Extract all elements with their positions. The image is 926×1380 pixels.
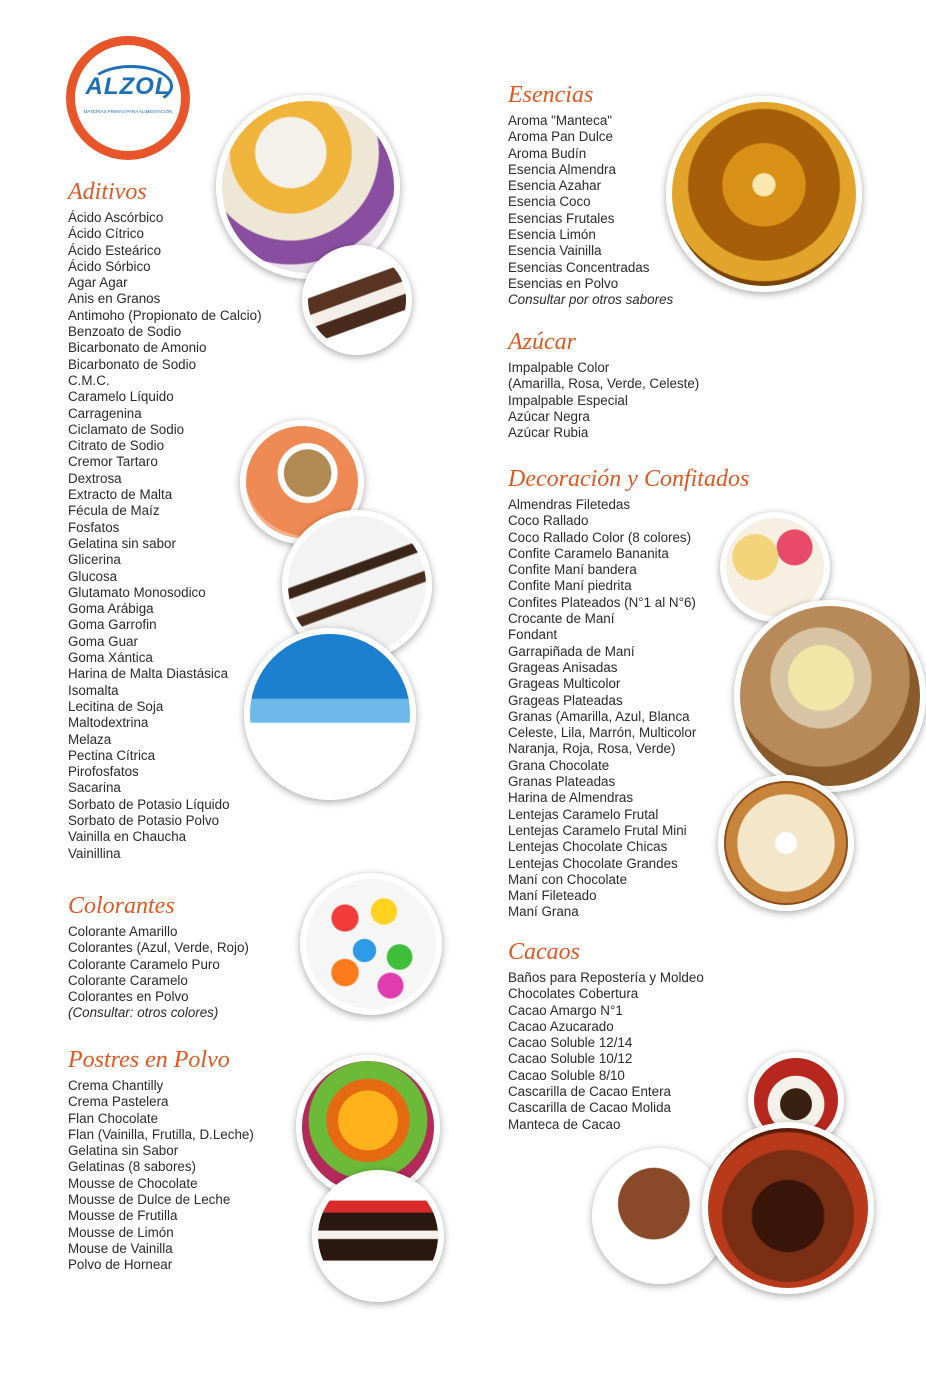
list-item: Manteca de Cacao — [508, 1116, 621, 1132]
list-item: Fosfatos — [68, 519, 120, 535]
list-item: Pirofosfatos — [68, 764, 139, 780]
list-item: Confite Maní piedrita — [508, 578, 632, 594]
list-item: Grageas Anisadas — [508, 659, 618, 675]
photo-cake-slice-sprinkles — [302, 245, 412, 355]
list-item: Granas (Amarilla, Azul, Blanca — [508, 708, 690, 724]
section-title-azucar: Azúcar — [508, 329, 576, 355]
list-item: Harina de Almendras — [508, 790, 634, 806]
section-title-postres: Postres en Polvo — [68, 1047, 230, 1073]
list-item: Aroma "Manteca" — [508, 113, 613, 128]
list-item: Chocolates Cobertura — [508, 986, 639, 1002]
list-item: Crocante de Maní — [508, 611, 615, 627]
list-item: Confite Caramelo Bananita — [508, 545, 669, 561]
list-item: Melaza — [68, 731, 112, 747]
list-item: Gelatinas (8 sabores) — [68, 1159, 197, 1175]
list-item: C.M.C. — [68, 372, 110, 388]
list-item: Bicarbonato de Sodio — [68, 356, 197, 372]
list-item: Sorbato de Potasio Polvo — [68, 812, 220, 828]
list-item: Glicerina — [68, 552, 121, 568]
list-item: Confites Plateados (N°1 al N°6) — [508, 594, 696, 610]
photo-alfajores-coconut — [734, 600, 926, 792]
list-item: Caramelo Líquido — [68, 389, 174, 405]
list-item: Lentejas Caramelo Frutal — [508, 806, 659, 822]
list-item: Carragenina — [68, 405, 142, 421]
list-item: Maní Fileteado — [508, 888, 597, 904]
list-item: Cacao Soluble 8/10 — [508, 1067, 625, 1083]
photo-chocolate-strawberry-cake — [312, 1170, 444, 1302]
list-item: Esencias en Polvo — [508, 275, 619, 291]
list-item: Lentejas Chocolate Grandes — [508, 855, 678, 871]
list-item: Impalpable Especial — [508, 392, 628, 408]
list-item: Sacarina — [68, 780, 121, 796]
list-item: Grageas Plateadas — [508, 692, 623, 708]
list-item: Granas Plateadas — [508, 774, 616, 790]
list-item: Crema Pastelera — [68, 1094, 169, 1110]
list-item: Confite Maní bandera — [508, 562, 637, 578]
list-item: Grana Chocolate — [508, 757, 610, 773]
list-item: Esencia Vainilla — [508, 243, 602, 259]
list-item: Citrato de Sodio — [68, 438, 165, 454]
list-item: Coco Rallado Color (8 colores) — [508, 529, 692, 545]
colorantes-note: (Consultar: otros colores) — [68, 1005, 219, 1021]
list-item: Lentejas Caramelo Frutal Mini — [508, 822, 687, 838]
list-item: Bicarbonato de Amonio — [68, 340, 207, 356]
list-item: Cremor Tartaro — [68, 454, 158, 470]
list-item: Azúcar Rubia — [508, 425, 589, 441]
list-esencias — [508, 113, 673, 292]
list-item: Ácido Esteárico — [68, 242, 162, 258]
esencias-note: Consultar por otros sabores — [508, 292, 674, 308]
section-aditivos — [68, 178, 262, 862]
section-postres — [68, 1046, 254, 1274]
list-decoracion — [508, 497, 749, 921]
list-item: Ácido Sórbico — [68, 258, 151, 274]
list-item: Fécula de Maíz — [68, 503, 160, 519]
list-item: Azúcar Negra — [508, 408, 590, 424]
alzol-logo — [66, 36, 190, 160]
list-item: (Amarilla, Rosa, Verde, Celeste) — [508, 376, 700, 392]
list-item: Colorantes en Polvo — [68, 989, 189, 1005]
list-item: Almendras Filetedas — [508, 497, 631, 512]
list-item: Esencia Limón — [508, 227, 596, 243]
section-title-decoracion: Decoración y Confitados — [508, 466, 750, 492]
section-title-colorantes: Colorantes — [68, 893, 175, 919]
list-item: Cacao Azucarado — [508, 1018, 614, 1034]
section-title-cacaos: Cacaos — [508, 939, 580, 965]
section-title-aditivos: Aditivos — [68, 179, 147, 205]
list-item: Colorante Caramelo — [68, 972, 188, 988]
list-item: Gelatina sin sabor — [68, 535, 176, 551]
list-item: Esencia Azahar — [508, 178, 602, 194]
list-item: Cascarilla de Cacao Molida — [508, 1100, 671, 1116]
list-item: Grageas Multicolor — [508, 676, 621, 692]
list-item: Goma Arábiga — [68, 601, 154, 617]
list-item: Impalpable Color — [508, 360, 610, 375]
list-item: Pectina Cítrica — [68, 747, 156, 763]
list-item: Goma Xántica — [68, 650, 153, 666]
list-item: Cacao Soluble 10/12 — [508, 1051, 633, 1067]
list-item: Garrapiñada de Maní — [508, 643, 635, 659]
list-item: Glutamato Monosodico — [68, 584, 206, 600]
list-item: Ácido Ascórbico — [68, 210, 164, 225]
list-aditivos — [68, 210, 262, 862]
list-item: Flan (Vainilla, Frutilla, D.Leche) — [68, 1126, 254, 1142]
list-item: Vainillina — [68, 845, 121, 861]
list-item: Flan Chocolate — [68, 1110, 159, 1126]
list-item: Ciclamato de Sodio — [68, 421, 185, 437]
list-esencias-note — [508, 292, 673, 308]
list-item: Cascarilla de Cacao Entera — [508, 1084, 672, 1100]
photo-cacao-pods-chocolate — [702, 1122, 874, 1294]
list-item: Benzoato de Sodio — [68, 324, 182, 340]
list-item: Coco Rallado — [508, 513, 589, 529]
list-item: Anis en Granos — [68, 291, 161, 307]
list-item: Colorante Amarillo — [68, 924, 178, 939]
list-colorantes-note — [68, 1005, 249, 1021]
list-item: Esencias Concentradas — [508, 259, 650, 275]
list-item: Naranja, Roja, Rosa, Verde) — [508, 741, 676, 757]
list-item: Harina de Malta Diastásica — [68, 666, 229, 682]
list-item: Mousse de Frutilla — [68, 1208, 178, 1224]
section-colorantes — [68, 892, 249, 1022]
list-item: Celeste, Lila, Marrón, Multicolor — [508, 725, 697, 741]
list-item: Colorante Caramelo Puro — [68, 956, 220, 972]
list-item: Colorantes (Azul, Verde, Rojo) — [68, 940, 249, 956]
list-item: Vainilla en Chaucha — [68, 829, 187, 845]
logo-inner — [75, 45, 181, 151]
list-item: Mousse de Dulce de Leche — [68, 1192, 231, 1208]
list-item: Aroma Budín — [508, 145, 587, 161]
list-item: Fondant — [508, 627, 558, 643]
list-cacaos — [508, 970, 704, 1133]
list-item: Antimoho (Propionato de Calcio) — [68, 307, 262, 323]
logo-name: ALZOL — [85, 73, 171, 100]
list-item: Gelatina sin Sabor — [68, 1143, 179, 1159]
list-item: Sorbato de Potasio Líquido — [68, 796, 230, 812]
list-item: Ácido Cítrico — [68, 226, 144, 242]
list-item: Baños para Repostería y Moldeo — [508, 970, 704, 985]
list-item: Mouse de Vainilla — [68, 1240, 173, 1256]
list-item: Esencia Coco — [508, 194, 591, 210]
list-item: Lentejas Chocolate Chicas — [508, 839, 668, 855]
list-item: Cacao Soluble 12/14 — [508, 1035, 633, 1051]
list-colorantes — [68, 924, 249, 1005]
photo-sprinkle-donut — [718, 775, 854, 911]
list-item: Mousse de Chocolate — [68, 1175, 198, 1191]
section-cacaos — [508, 938, 704, 1133]
list-item: Lecitina de Soja — [68, 698, 164, 714]
list-postres — [68, 1078, 254, 1274]
photo-gumballs — [300, 873, 442, 1015]
section-decoracion — [508, 465, 749, 921]
photo-sugar-pile — [244, 628, 416, 800]
section-azucar — [508, 328, 699, 441]
list-item: Esencias Frutales — [508, 210, 615, 226]
list-item: Maní Grana — [508, 904, 579, 920]
list-item: Agar Agar — [68, 275, 128, 291]
list-item: Aroma Pan Dulce — [508, 129, 613, 145]
section-title-esencias: Esencias — [508, 82, 594, 108]
list-item: Dextrosa — [68, 470, 122, 486]
list-item: Maltodextrina — [68, 715, 149, 731]
list-item: Goma Guar — [68, 633, 138, 649]
list-item: Goma Garrofin — [68, 617, 157, 633]
list-item: Mousse de Limón — [68, 1224, 174, 1240]
list-item: Isomalta — [68, 682, 119, 698]
list-item: Esencia Almendra — [508, 161, 616, 177]
list-item: Maní con Chocolate — [508, 871, 628, 887]
list-item: Polvo de Hornear — [68, 1257, 173, 1273]
list-item: Crema Chantilly — [68, 1078, 164, 1093]
list-item: Extracto de Malta — [68, 487, 173, 503]
section-esencias — [508, 81, 673, 309]
list-azucar — [508, 360, 699, 441]
list-item: Cacao Amargo N°1 — [508, 1002, 623, 1018]
photo-caramel-drop — [666, 96, 862, 292]
logo-tagline: MATERIAS PRIMAS PARA ALIMENTACIÓN — [83, 109, 173, 114]
list-item: Glucosa — [68, 568, 118, 584]
